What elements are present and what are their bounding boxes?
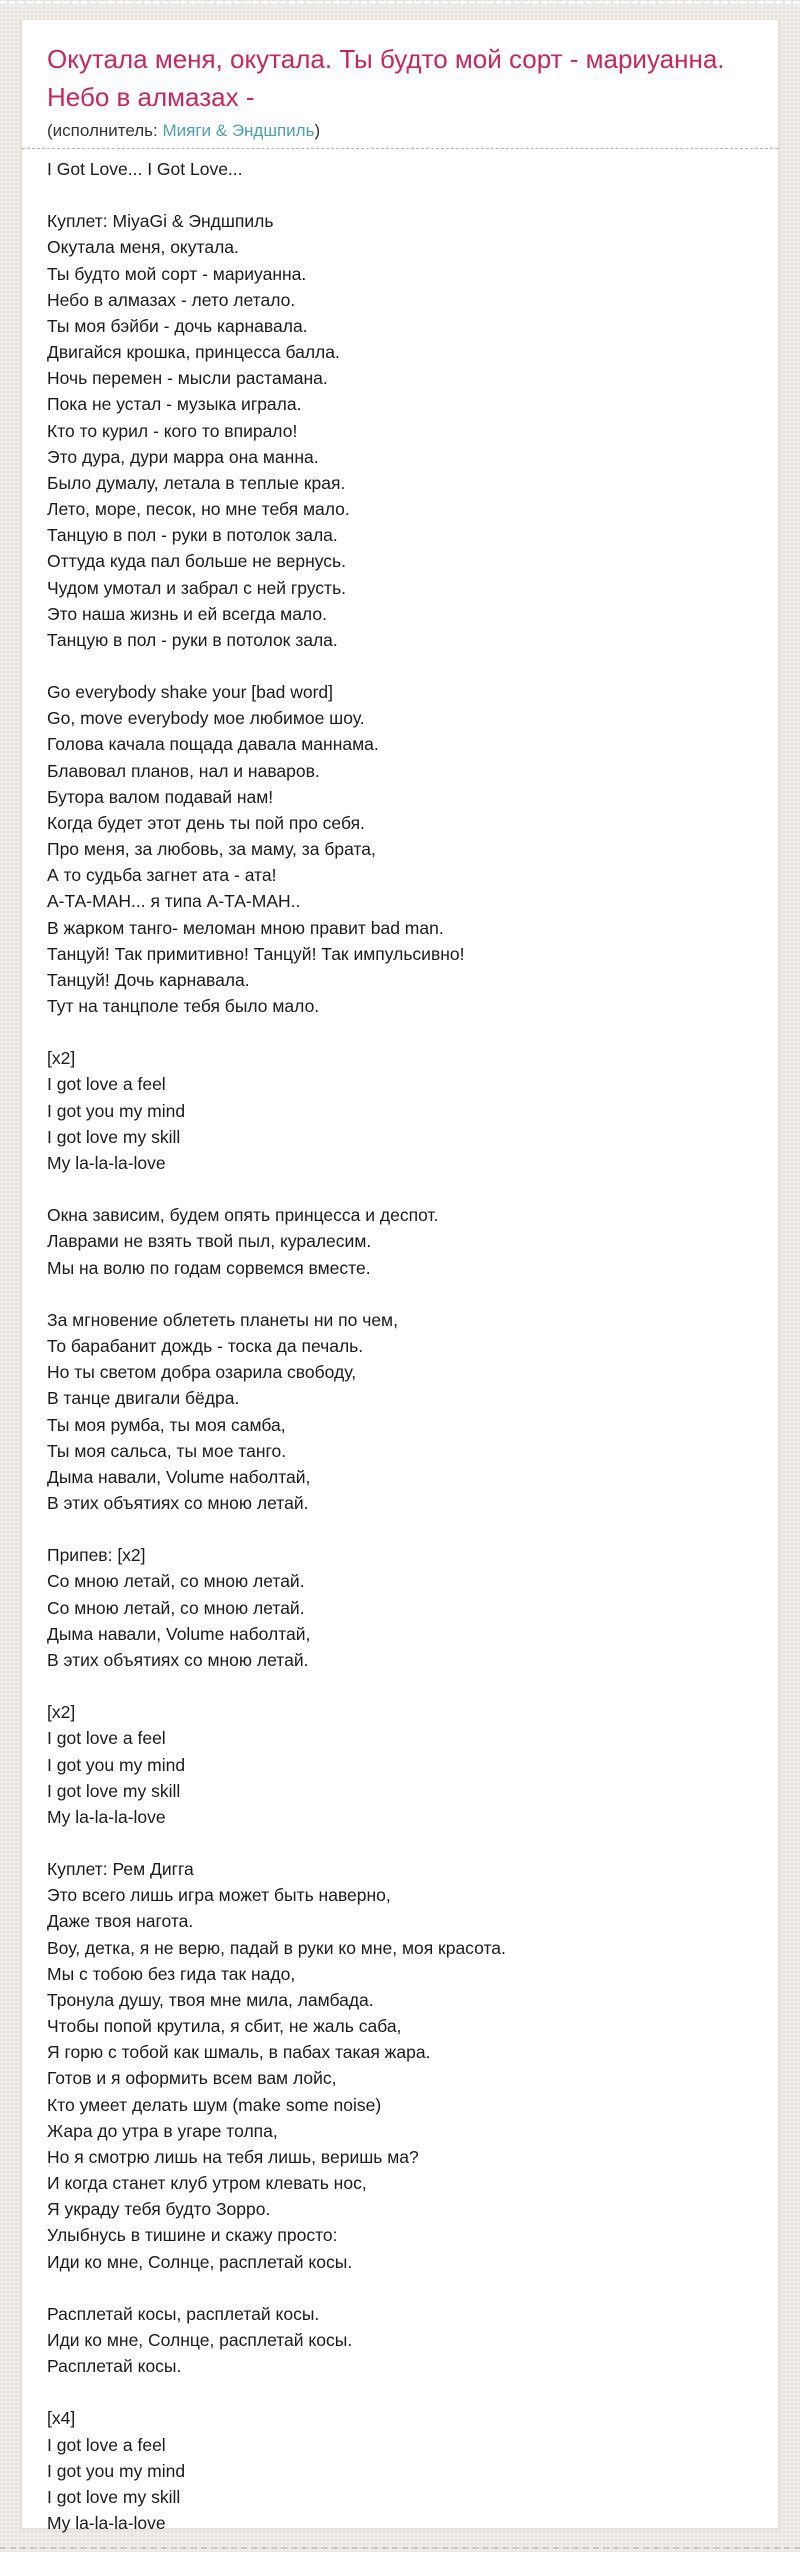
lyric-line: [x2] (47, 1048, 76, 1069)
lyric-line: А то судьба загнет ата - ата! (47, 865, 277, 886)
artist-label-suffix: ) (314, 121, 321, 140)
lyric-line: Это наша жизнь и ей всегда мало. (47, 603, 327, 624)
lyric-line: Ты моя бэйби - дочь карнавала. (47, 315, 308, 336)
lyric-line: I got love a feel (47, 2434, 166, 2455)
lyric-line: Оттуда куда пал больше не вернусь. (47, 551, 347, 572)
lyric-line: Блавовал планов, нал и наваров. (47, 760, 320, 781)
lyric-line: Чтобы попой крутила, я сбит, не жаль саба, (47, 2016, 402, 2037)
lyric-line: Даже твоя нагота. (47, 1911, 194, 1932)
lyric-line (47, 1516, 754, 1542)
lyric-line: Окна зависим, будем опять принцесса и деспот. (47, 1205, 439, 1226)
lyric-line: Жара до утра в угаре толпа, (47, 2120, 278, 2141)
page-title: Окутала меня, окутала. Ты будто мой сорт - мариуанна. Небо в алмазах - (47, 44, 725, 112)
lyric-line (47, 182, 754, 208)
lyric-line: I got you my mind (47, 2460, 186, 2481)
bottom-dashed-border (0, 2547, 800, 2549)
lyric-line: Припев: [x2] (47, 1545, 146, 1566)
lyric-line: I got love my skill (47, 1126, 181, 1147)
lyric-line: Танцуй! Так примитивно! Танцуй! Так импульсивно! (47, 943, 465, 964)
lyric-line: Но я смотрю лишь на тебя лишь, веришь ма? (47, 2146, 419, 2167)
lyric-line: My la-la-la-love (47, 1806, 166, 1827)
lyrics-card (21, 19, 779, 2534)
lyric-line: Воу, детка, я не верю, падай в руки ко мне, моя красота. (47, 1937, 506, 1958)
lyric-line: Танцую в пол - руки в потолок зала. (47, 629, 338, 650)
lyric-line (47, 1673, 754, 1699)
lyric-line: I got love my skill (47, 2486, 181, 2507)
lyric-line: Тронула душу, твоя мне мила, ламбада. (47, 1989, 374, 2010)
song-header (22, 20, 778, 149)
lyric-line: I got you my mind (47, 1754, 186, 1775)
lyric-line: Куплет: Рем Дигга (47, 1859, 194, 1880)
lyric-line: Go everybody shake your [bad word] (47, 682, 333, 703)
lyric-line (47, 1830, 754, 1856)
lyric-line (47, 2379, 754, 2405)
lyric-line: Я украду тебя будто Зорро. (47, 2199, 271, 2220)
lyric-line: Со мною летай, со мною летай. (47, 1597, 305, 1618)
lyric-line: Тут на танцполе тебя было мало. (47, 996, 320, 1016)
lyric-line: А-ТА-МАН... я типа А-ТА-МАН.. (47, 891, 301, 912)
lyric-line: То барабанит дождь - тоска да печаль. (47, 1336, 364, 1357)
lyric-line: Голова качала пощада давала маннама. (47, 734, 379, 755)
lyric-line: Иди ко мне, Солнце, расплетай косы. (47, 2329, 353, 2350)
lyric-line: И когда станет клуб утром клевать нос, (47, 2173, 367, 2194)
lyric-line: Куплет: MiyaGi & Эндшпиль (47, 211, 274, 232)
lyric-line: Кто то курил - кого то впирало! (47, 420, 298, 441)
lyric-line: В этих объятиях со мною летай. (47, 1649, 309, 1670)
lyric-line: I Got Love... I Got Love... (47, 159, 243, 179)
lyric-line: Чудом умотал и забрал с ней грусть. (47, 577, 347, 598)
lyric-line: Дыма навали, Volume наболтай, (47, 1466, 311, 1487)
lyric-line: Go, move everybody мое любимое шоу. (47, 708, 365, 729)
lyric-line: Дыма навали, Volume наболтай, (47, 1623, 311, 1644)
lyric-line (47, 653, 754, 679)
artist-label-prefix: (исполнитель: (47, 121, 163, 140)
lyric-line: My la-la-la-love (47, 1152, 166, 1173)
lyrics-text (22, 149, 778, 2536)
lyric-line: I got you my mind (47, 1100, 186, 1121)
lyric-line: Иди ко мне, Солнце, расплетай косы. (47, 2251, 353, 2272)
lyric-line (47, 2275, 754, 2301)
lyric-line: Ночь перемен - мысли растамана. (47, 368, 328, 389)
lyric-line (47, 1176, 754, 1202)
lyric-line (47, 1281, 754, 1307)
lyric-line: Небо в алмазах - лето летало. (47, 289, 296, 310)
lyric-line: Мы на волю по годам сорвемся вместе. (47, 1257, 371, 1278)
lyric-line: Готов и я оформить всем вам лойс, (47, 2068, 337, 2089)
lyric-line: Про меня, за любовь, за маму, за брата, (47, 839, 376, 860)
lyric-line: Ты моя румба, ты моя самба, (47, 1414, 286, 1435)
lyric-line: Окутала меня, окутала. (47, 237, 239, 258)
lyric-line: В танце двигали бёдра. (47, 1388, 240, 1409)
top-dashed-border (0, 1, 800, 4)
lyric-line: Со мною летай, со мною летай. (47, 1571, 305, 1592)
lyric-line: Танцуй! Дочь карнавала. (47, 969, 250, 990)
lyric-line: Но ты светом добра озарила свободу, (47, 1362, 357, 1383)
lyric-line: Улыбнусь в тишине и скажу просто: (47, 2225, 338, 2246)
lyric-line: За мгновение облететь планеты ни по чем, (47, 1309, 398, 1330)
lyric-line: Бутора валом подавай нам! (47, 786, 274, 807)
lyric-line: Это всего лишь игра может быть наверно, (47, 1885, 391, 1906)
lyric-line: I got love a feel (47, 1074, 166, 1095)
lyric-line: Лаврами не взять твой пыл, куралесим. (47, 1231, 372, 1252)
artist-link[interactable]: Мияги & Эндшпиль (162, 121, 315, 140)
lyric-line: В этих объятиях со мною летай. (47, 1492, 309, 1513)
lyric-line: I got love a feel (47, 1728, 166, 1749)
lyric-line: Танцую в пол - руки в потолок зала. (47, 525, 338, 546)
lyric-line: Было думалу, летала в теплые края. (47, 472, 346, 493)
lyric-line: Ты моя сальса, ты мое танго. (47, 1440, 287, 1461)
lyric-line: Мы с тобою без гида так надо, (47, 1963, 296, 1984)
lyric-line: Расплетай косы. (47, 2356, 182, 2377)
lyric-line: My la-la-la-love (47, 2513, 166, 2534)
lyric-line: Пока не устал - музыка играла. (47, 394, 302, 415)
lyric-line (47, 1019, 754, 1045)
lyric-line: Лето, море, песок, но мне тебя мало. (47, 499, 350, 520)
lyric-line: Ты будто мой сорт - мариуанна. (47, 263, 307, 284)
lyric-line: Когда будет этот день ты пой про себя. (47, 812, 365, 833)
lyric-line: [x4] (47, 2408, 76, 2429)
artist-line (47, 121, 754, 141)
lyric-line: Я горю с тобой как шмаль, в пабах такая жара. (47, 2042, 431, 2063)
lyric-line: В жарком танго- меломан мною правит bad man. (47, 917, 444, 938)
lyric-line: Кто умеет делать шум (make some noise) (47, 2094, 382, 2115)
lyric-line: Двигайся крошка, принцесса балла. (47, 342, 340, 363)
lyric-line: I got love my skill (47, 1780, 181, 1801)
lyric-line: [x2] (47, 1702, 76, 1723)
lyric-line: Это дура, дури марра она манна. (47, 446, 319, 467)
lyric-line: Расплетай косы, расплетай косы. (47, 2303, 320, 2324)
